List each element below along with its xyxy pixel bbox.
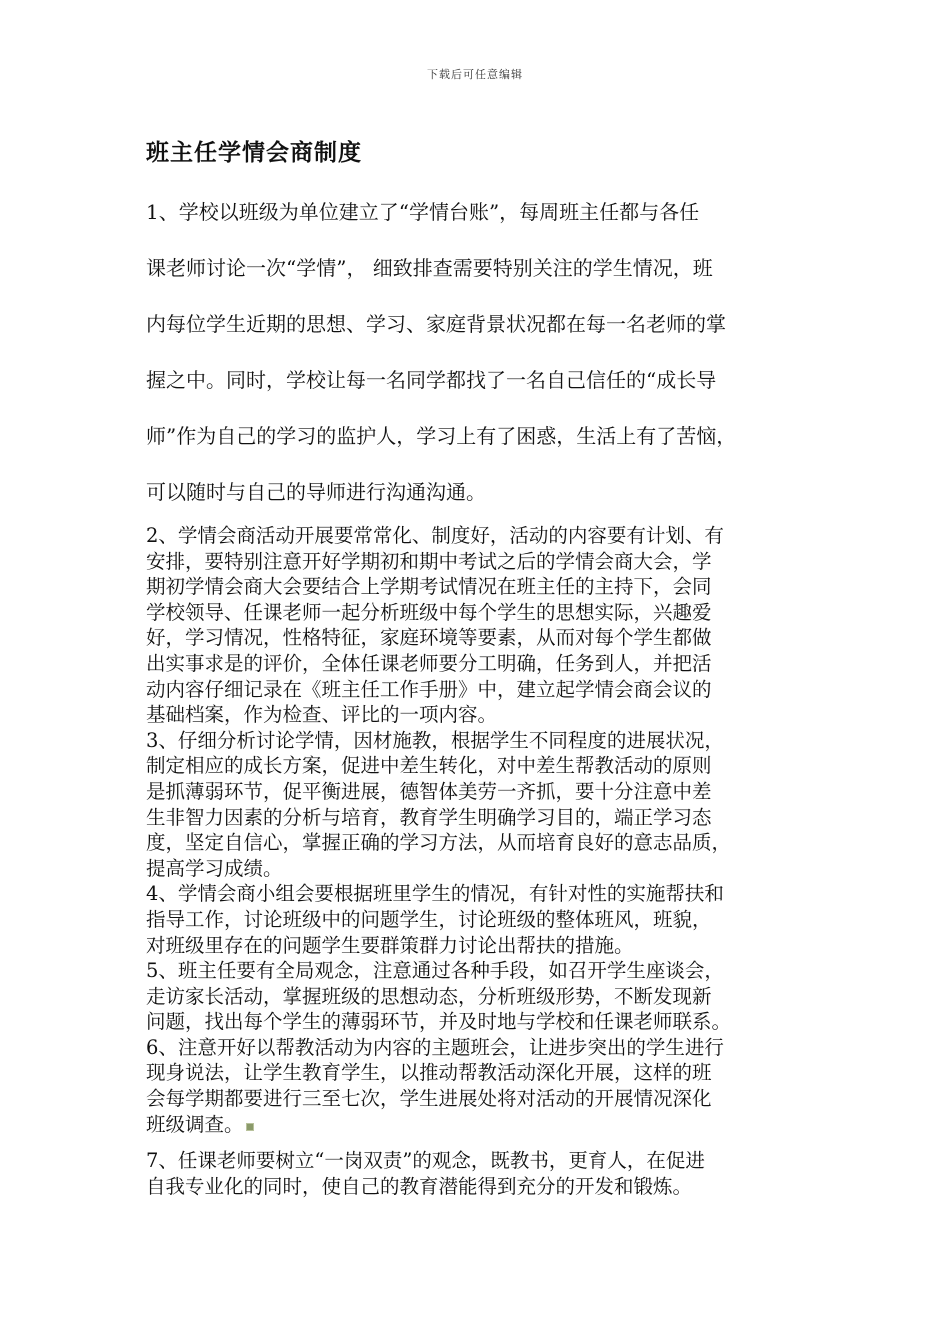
- paragraph-line: 问题，找出每个学生的薄弱环节，并及时地与学校和任课老师联系。: [146, 1010, 732, 1034]
- paragraph-line: 4、学情会商小组会要根据班里学生的情况，有针对性的实施帮扶和: [146, 882, 724, 906]
- paragraphs-2-to-6: [146, 523, 822, 1137]
- paragraph-line: 师”作为自己的学习的监护人，学习上有了困惑，生活上有了苦恼，: [146, 424, 737, 448]
- image-placeholder-icon: [246, 1123, 254, 1131]
- paragraph-line: 动内容仔细记录在《班主任工作手册》中，建立起学情会商会议的: [146, 677, 712, 701]
- paragraph-line: 可以随时与自己的导师进行沟通沟通。: [146, 480, 486, 504]
- paragraph-line: 提高学习成绩。: [146, 856, 283, 880]
- paragraph-line: 自我专业化的同时，使自己的教育潜能得到充分的开发和锻炼。: [146, 1174, 693, 1198]
- paragraph-line: 生非智力因素的分析与培育，教育学生明确学习目的，端正学习态: [146, 805, 712, 829]
- paragraph-line-last: [146, 1112, 822, 1138]
- paragraph-line: 课老师讨论一次“学情”， 细致排查需要特别关注的学生情况，班: [146, 256, 713, 280]
- paragraph-line: 7、任课老师要树立“一岗双责”的观念，既教书，更育人，在促进: [146, 1149, 705, 1172]
- paragraph-line: 制定相应的成长方案，促进中差生转化，对中差生帮教活动的原则: [146, 754, 712, 778]
- paragraph-line: 走访家长活动，掌握班级的思想动态，分析班级形势，不断发现新: [146, 984, 712, 1008]
- paragraph-1: [146, 184, 826, 520]
- paragraph-line: 安排，要特别注意开好学期初和期中考试之后的学情会商大会，学: [146, 549, 712, 573]
- paragraph-line: 对班级里存在的问题学生要群策群力讨论出帮扶的措施。: [146, 933, 634, 957]
- paragraph-line: 3、仔细分析讨论学情，因材施教，根据学生不同程度的进展状况，: [146, 728, 724, 752]
- paragraph-line: 指导工作，讨论班级中的问题学生，讨论班级的整体班风，班貌，: [146, 907, 712, 931]
- paragraph-line: 度，坚定自信心，掌握正确的学习方法，从而培育良好的意志品质，: [146, 831, 732, 855]
- paragraph-line: 好，学习情况，性格特征，家庭环境等要素，从而对每个学生都做: [146, 626, 712, 650]
- document-title: 班主任学情会商制度: [146, 140, 362, 166]
- paragraph-line: 现身说法，让学生教育学生，以推动帮教活动深化开展，这样的班: [146, 1061, 712, 1085]
- header-note: 下载后可任意编辑: [427, 68, 523, 81]
- paragraph-line: 期初学情会商大会要结合上学期考试情况在班主任的主持下，会同: [146, 575, 712, 599]
- paragraph-line: 是抓薄弱环节，促平衡进展，德智体美劳一齐抓，要十分注意中差: [146, 779, 712, 803]
- paragraph-line: 内每位学生近期的思想、学习、家庭背景状况都在每一名老师的掌: [146, 312, 726, 336]
- paragraph-line: 5、班主任要有全局观念，注意通过各种手段，如召开学生座谈会，: [146, 959, 724, 983]
- paragraph-line: 出实事求是的评价，全体任课老师要分工明确，任务到人，并把活: [146, 651, 712, 675]
- paragraph-line: 2、学情会商活动开展要常常化、制度好，活动的内容要有计划、有: [146, 524, 724, 547]
- paragraph-line: 基础档案，作为检查、评比的一项内容。: [146, 703, 498, 727]
- paragraph-line-text: 班级调查。: [146, 1112, 244, 1136]
- paragraph-7: [146, 1148, 822, 1199]
- paragraph-line: 学校领导、任课老师一起分析班级中每个学生的思想实际，兴趣爱: [146, 600, 712, 624]
- paragraph-line: 握之中。同时，学校让每一名同学都找了一名自己信任的“成长导: [146, 368, 717, 392]
- paragraph-line: 1、学校以班级为单位建立了“学情台账”，每周班主任都与各任: [146, 200, 700, 224]
- paragraph-line: 6、注意开好以帮教活动为内容的主题班会，让进步突出的学生进行: [146, 1035, 724, 1059]
- paragraph-line: 会每学期都要进行三至七次，学生进展处将对活动的开展情况深化: [146, 1087, 712, 1111]
